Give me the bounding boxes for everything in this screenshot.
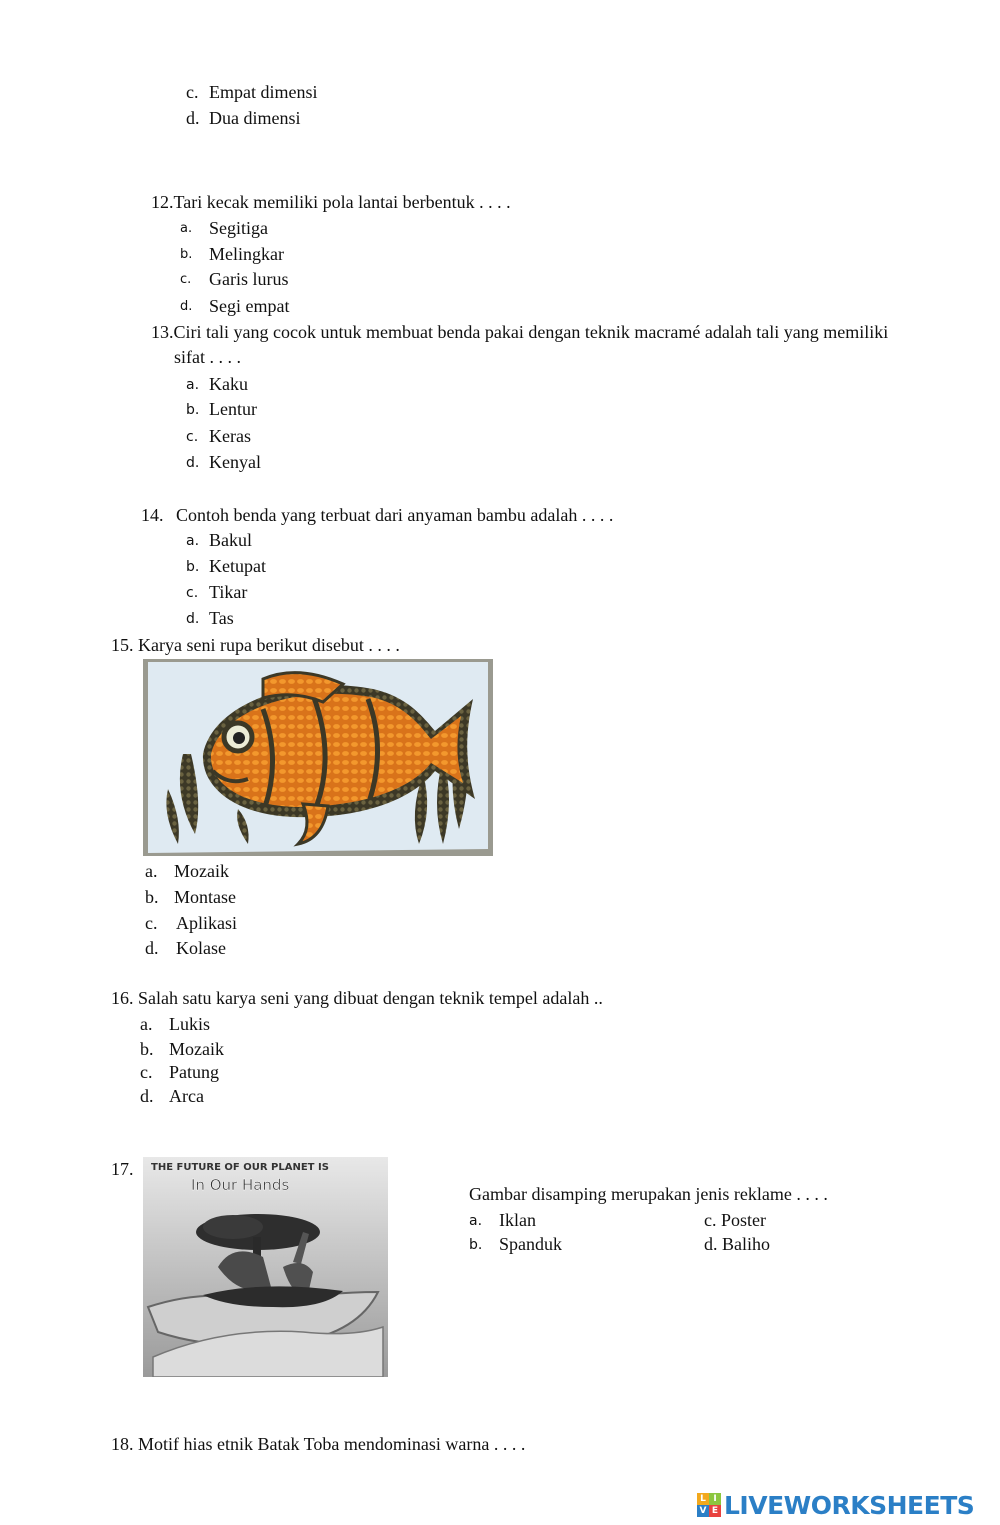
option-text: Mozaik (174, 861, 229, 881)
logo-mark-letter: E (709, 1505, 721, 1517)
question-18: 18. Motif hias etnik Batak Toba mendominasi warna . . . . (111, 1434, 526, 1454)
option-label: b. (145, 887, 159, 907)
option-text: Aplikasi (176, 913, 237, 933)
option-label: a. (145, 861, 158, 881)
option-label: b. (469, 1237, 483, 1253)
question-12: 12.Tari kecak memiliki pola lantai berbentuk . . . . (151, 192, 511, 212)
option-text: Segi empat (209, 296, 290, 316)
option-label: a. (469, 1213, 483, 1229)
option-label: b. (140, 1039, 154, 1059)
question-number: 17. (111, 1159, 134, 1179)
option-label: d. (145, 938, 159, 958)
poster-image (143, 1157, 388, 1377)
option-text: Mozaik (169, 1039, 224, 1059)
logo-mark-letter: V (697, 1505, 709, 1517)
logo-text: LIVEWORKSHEETS (724, 1490, 975, 1520)
option-text: Lentur (209, 399, 257, 419)
option-label: c. (186, 585, 199, 601)
option-label: c. (186, 82, 199, 102)
poster-title-line1: THE FUTURE OF OUR PLANET IS (151, 1162, 329, 1173)
option-label: a. (186, 533, 200, 549)
option-text: Kaku (209, 374, 248, 394)
fish-mosaic-illustration (143, 659, 493, 856)
option-label: c. (145, 913, 158, 933)
option-label: c. (140, 1062, 153, 1082)
poster-illustration (143, 1157, 388, 1377)
option-text: Bakul (209, 530, 252, 550)
option-label: a. (186, 377, 200, 393)
option-text: Ketupat (209, 556, 266, 576)
option-text: Tas (209, 608, 234, 628)
option-text: Melingkar (209, 244, 284, 264)
question-17: Gambar disamping merupakan jenis reklame . . . . (469, 1184, 828, 1204)
option-label: c. (186, 429, 199, 445)
option-text: Dua dimensi (209, 108, 301, 128)
question-number: 14. (141, 505, 164, 525)
option-label: b. (180, 247, 193, 262)
option-text: Garis lurus (209, 269, 289, 289)
option-c: c. Poster (704, 1210, 766, 1230)
option-label: d. (180, 299, 193, 314)
logo-mark-icon (697, 1493, 721, 1517)
option-text: Kenyal (209, 452, 261, 472)
option-text: Spanduk (499, 1234, 562, 1254)
option-text: Kolase (176, 938, 226, 958)
option-label: a. (180, 221, 193, 236)
option-text: Lukis (169, 1014, 211, 1034)
question-14: Contoh benda yang terbuat dari anyaman bambu adalah . . . . (176, 505, 614, 525)
question-13-line1: 13.Ciri tali yang cocok untuk membuat benda pakai dengan teknik macramé adalah tali yang memiliki (151, 322, 889, 342)
option-text: Empat dimensi (209, 82, 318, 102)
option-text: Keras (209, 426, 251, 446)
option-label: d. (186, 108, 200, 128)
fish-mosaic-image (143, 659, 493, 856)
question-15: 15. Karya seni rupa berikut disebut . . . . (111, 635, 400, 655)
option-label: d. (186, 455, 200, 471)
option-text: Segitiga (209, 218, 268, 238)
option-label: a. (140, 1014, 153, 1034)
logo-mark-letter: I (709, 1493, 721, 1505)
liveworksheets-logo (697, 1488, 974, 1522)
question-16: 16. Salah satu karya seni yang dibuat dengan teknik tempel adalah .. (111, 988, 603, 1008)
option-label: d. (140, 1086, 154, 1106)
option-label: c. (180, 272, 192, 287)
option-label: b. (186, 402, 200, 418)
option-text: Montase (174, 887, 236, 907)
question-13-line2: sifat . . . . (174, 347, 241, 367)
option-d: d. Baliho (704, 1234, 770, 1254)
option-text: Patung (169, 1062, 220, 1082)
option-text: Tikar (209, 582, 248, 602)
option-label: d. (186, 611, 200, 627)
option-label: b. (186, 559, 200, 575)
option-text: Iklan (499, 1210, 536, 1230)
logo-mark-letter: L (697, 1493, 709, 1505)
option-text: Arca (169, 1086, 204, 1106)
poster-title-line2: In Our Hands (191, 1176, 290, 1194)
